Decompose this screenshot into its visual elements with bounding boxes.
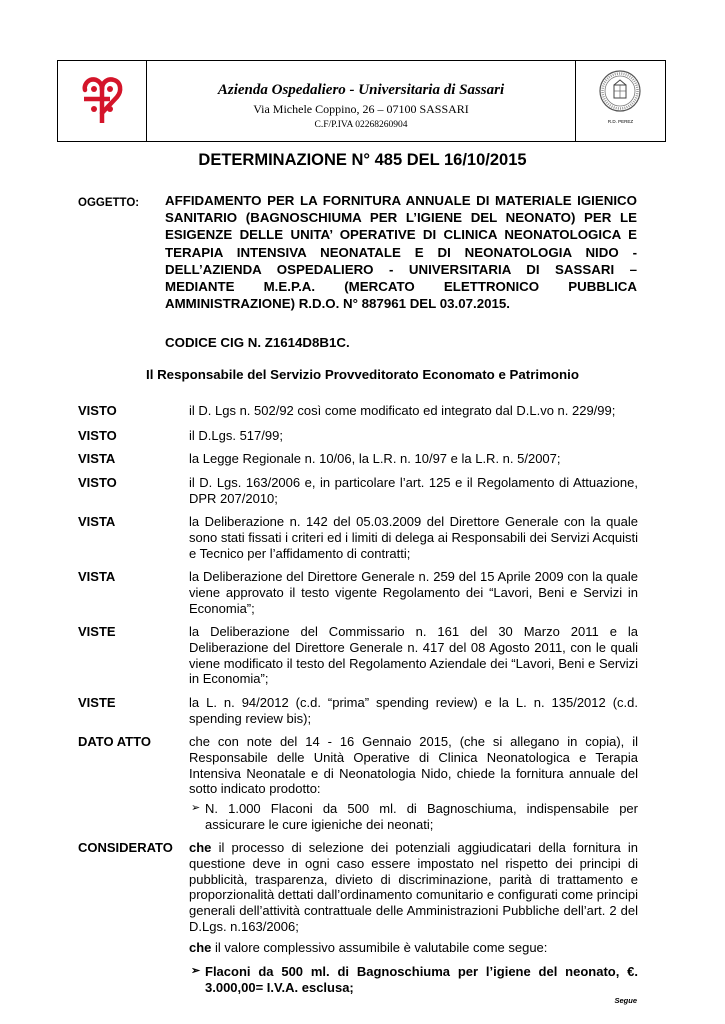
subject-label: OGGETTO: [78, 197, 140, 209]
org-address: Via Michele Coppino, 26 – 07100 SASSARI [253, 102, 469, 116]
arrow-bullet-icon: ➢ [191, 802, 201, 814]
premise-text: la Deliberazione n. 142 del 05.03.2009 del Direttore Generale con la quale sono stati fissati i criteri ed i limiti di delega ai Responsabili dei Servizi Acquisti e Tecnico per l’affidamento di contratti; [189, 514, 638, 561]
premise-item [78, 451, 638, 467]
product-bullet-text: N. 1.000 Flaconi da 500 ml. di Bagnoschiuma, indispensabile per assicurare le cure igieniche dei neonati; [205, 801, 638, 832]
org-name: Azienda Ospedaliero - Universitaria di Sassari [217, 82, 505, 98]
university-seal-icon [576, 61, 665, 121]
premise-text: la Deliberazione del Direttore Generale n. 259 del 15 Aprile 2009 con la quale viene approvato il testo vigente Regolamento dei “Lavori, Beni e Servizi in Economia”; [189, 569, 638, 616]
logo-cell [58, 61, 147, 141]
considerato-item [78, 840, 638, 956]
premise-item [78, 475, 638, 507]
premise-label: VISTA [78, 451, 116, 466]
premise-label: DATO ATTO [78, 734, 151, 749]
premise-item [78, 403, 638, 419]
premise-item [78, 734, 638, 797]
seal-cell [575, 61, 665, 141]
premise-text: la Legge Regionale n. 10/06, la L.R. n. 10/97 e la L.R. n. 5/2007; [189, 451, 561, 466]
document-title: DETERMINAZIONE N° 485 DEL 16/10/2015 [198, 151, 527, 169]
premise-label: VISTO [78, 475, 117, 490]
considerato-text [189, 840, 638, 935]
premise-label: VISTE [78, 624, 116, 639]
che-bold: che [189, 840, 212, 855]
subject-text: AFFIDAMENTO PER LA FORNITURA ANNUALE DI MATERIALE IGIENICO SANITARIO (BAGNOSCHIUMA PER L’IGIENE DEL NEONATO) PER LE ESIGENZE DELLE UNITA’ OPERATIVE DI CLINICA NEONATOLOGICA E TERAPIA INTENSIVA NEONATALE E DI NEONATOLOGIA NIDO - DELL’AZIENDA OSPEDALIERO - UNIVERSITARIA DI SASSARI – MEDIANTE M.E.P.A. (MERCATO ELETTRONICO PUBBLICA AMMINISTRAZIONE) R.D.O. N° 887961 DEL 03.07.2015. [165, 193, 637, 312]
premise-text: la L. n. 94/2012 (c.d. “prima” spending review) e la L. n. 135/2012 (c.d. spending review bis); [189, 695, 638, 726]
premise-item [78, 569, 638, 616]
premise-item [78, 624, 638, 687]
premise-item [78, 514, 638, 561]
arrow-bullet-icon: ➢ [191, 965, 201, 977]
premise-label: VISTA [78, 569, 116, 584]
considerato-body: il processo di selezione dei potenziali aggiudicatari della fornitura in questione deve in ogni caso essere impostato nel rispetto dei principi di pubblicità, trasparenza, divieto di discriminazione, parità di trattamento e proporzionalità dettati dall’ordinamento comunitario e configurati come principi generali dell’attività contrattuale delle Amministrazioni Pubbliche dell’art. 2 del D.Lgs. n.163/2006; [189, 840, 638, 934]
continued-note: Segue [614, 996, 637, 1005]
premise-label: VISTO [78, 403, 117, 418]
premise-text: il D. Lgs n. 502/92 così come modificato ed integrato dal D.L.vo n. 229/99; [189, 403, 616, 418]
premise-text: il D.Lgs. 517/99; [189, 428, 283, 443]
value-bullet-text: Flaconi da 500 ml. di Bagnoschiuma per l’igiene del neonato, €. 3.000,00= I.V.A. esclusa; [205, 964, 638, 995]
value-bullet [191, 964, 638, 996]
value-body: il valore complessivo assumibile è valutabile come segue: [211, 939, 548, 955]
letterhead [57, 60, 666, 142]
seal-caption: R.D. PEREZ [607, 119, 634, 124]
premise-item [78, 428, 638, 444]
che-bold: che [189, 939, 212, 955]
premise-text: la Deliberazione del Commissario n. 161 del 30 Marzo 2011 e la Deliberazione del Direttore Generale n. 417 del 08 Agosto 2011, con le quali viene modificato il testo del Regolamento Aziendale dei “Lavori, Beni e Servizi in Economia”; [189, 624, 638, 687]
responsible-heading: Il Responsabile del Servizio Provveditorato Economato e Patrimonio [146, 367, 579, 382]
premise-label: VISTO [78, 428, 117, 443]
premise-label: VISTA [78, 514, 116, 529]
letterhead-text [146, 61, 576, 141]
product-bullet [191, 801, 638, 833]
org-vat: C.F/P.IVA 02268260904 [314, 120, 408, 130]
premise-item [78, 695, 638, 727]
hospital-logo-icon [58, 61, 146, 141]
considerato-label: CONSIDERATO [78, 840, 173, 855]
premise-label: VISTE [78, 695, 116, 710]
premise-text: che con note del 14 - 16 Gennaio 2015, (che si allegano in copia), il Responsabile delle Unità Operative di Clinica Neonatologica e Terapia Intensiva Neonatale e di Neonatologia Nido, chiede la fornitura annuale del sotto indicato prodotto: [189, 734, 638, 797]
premise-text: il D. Lgs. 163/2006 e, in particolare l’art. 125 e il Regolamento di Attuazione, DPR 207/2010; [189, 475, 638, 506]
cig-code: CODICE CIG N. Z1614D8B1C. [165, 335, 350, 350]
value-text [189, 940, 638, 956]
